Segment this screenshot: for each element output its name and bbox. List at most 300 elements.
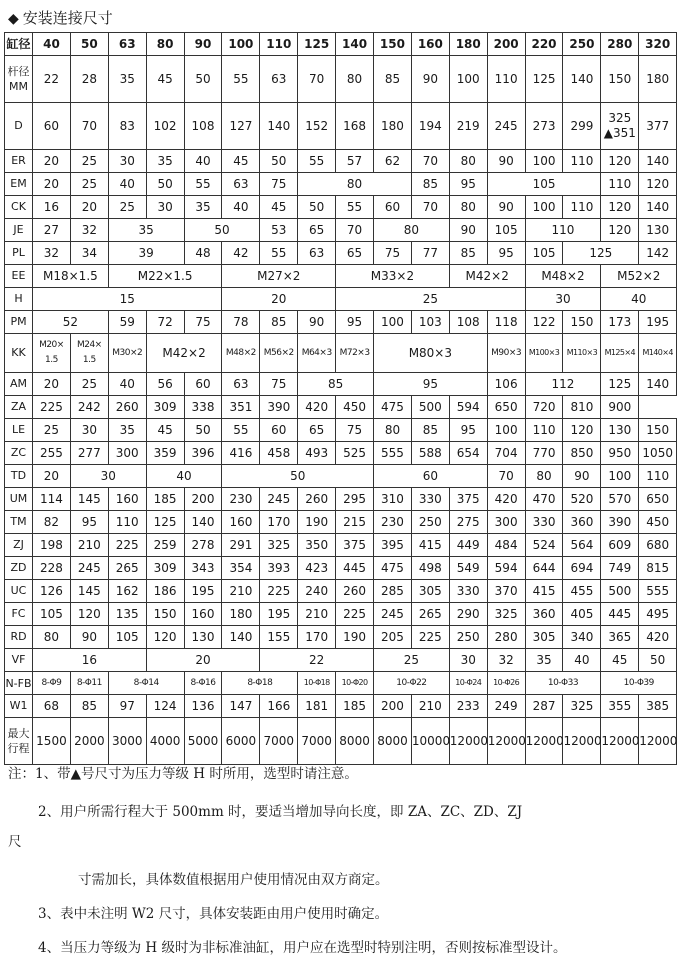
table-cell: M56×2 [260,334,298,373]
table-cell: 150 [563,311,601,334]
table-cell: 10-Φ33 [525,672,601,695]
table-cell: 110 [563,150,601,173]
table-cell: 45 [260,196,298,219]
table-cell: 28 [70,56,108,103]
table-cell: 173 [601,311,639,334]
table-cell: 185 [146,488,184,511]
table-cell: 140 [639,150,677,173]
table-cell: 53 [260,219,298,242]
table-cell: 180 [374,103,412,150]
table-cell: 8-Φ14 [108,672,184,695]
table-cell: 594 [487,557,525,580]
table-cell: 75 [260,373,298,396]
table-cell: 20 [33,465,71,488]
table-cell: 325 [260,534,298,557]
table-cell: 520 [563,488,601,511]
table-cell: 338 [184,396,222,419]
table-cell: 55 [222,56,260,103]
table-cell: 564 [563,534,601,557]
table-cell: 420 [298,396,336,419]
table-cell: M125×4 [601,334,639,373]
table-cell: 30 [70,465,146,488]
table-cell: 25 [33,419,71,442]
table-cell: 52 [33,311,109,334]
table-cell: 30 [449,649,487,672]
table-cell: 185 [336,695,374,718]
table-cell: 120 [601,150,639,173]
table-cell: 287 [525,695,563,718]
table-cell: 455 [563,580,601,603]
table-cell: 900 [601,396,639,419]
table-cell: 249 [487,695,525,718]
table-cell: 230 [374,511,412,534]
table-cell: 125 [298,33,336,56]
table-cell: 250 [449,626,487,649]
table-cell: 75 [336,419,374,442]
table-cell: 120 [70,603,108,626]
table-cell: 80 [374,419,412,442]
table-cell: 343 [184,557,222,580]
table-cell: 498 [411,557,449,580]
table-cell: M18×1.5 [33,265,109,288]
table-cell: 40 [108,373,146,396]
table-cell: 25 [70,373,108,396]
table-cell: 80 [33,626,71,649]
table-cell: 20 [33,373,71,396]
table-cell: 360 [563,511,601,534]
table-cell: 20 [33,173,71,196]
table-cell: 449 [449,534,487,557]
table-cell: 106 [487,373,525,396]
row-label: ZJ [5,534,33,557]
table-cell: 50 [639,649,677,672]
table-cell: 35 [108,219,184,242]
table-cell: M48×2 [222,334,260,373]
table-cell: 549 [449,557,487,580]
table-cell: 694 [563,557,601,580]
table-cell: 150 [639,419,677,442]
table-cell: 60 [184,373,222,396]
row-label: AM [5,373,33,396]
table-cell: 594 [449,396,487,419]
table-cell: 20 [70,196,108,219]
table-cell: 85 [70,695,108,718]
table-cell: 80 [146,33,184,56]
table-cell: 40 [108,173,146,196]
table-cell: 273 [525,103,563,150]
table-cell: 245 [487,103,525,150]
table-cell: 130 [184,626,222,649]
table-cell: 112 [525,373,601,396]
table-row [5,219,677,242]
table-row [5,488,677,511]
table-row [5,33,677,56]
table-cell: 360 [525,603,563,626]
table-cell: 110 [525,419,563,442]
table-cell: 70 [336,219,374,242]
table-cell: 300 [108,442,146,465]
table-cell: 210 [70,534,108,557]
table-cell: 650 [487,396,525,419]
table-cell: 140 [639,373,677,396]
table-cell: 180 [639,56,677,103]
table-cell: 493 [298,442,336,465]
row-label: TM [5,511,33,534]
table-cell: 55 [298,150,336,173]
table-cell: 55 [184,173,222,196]
table-cell: 140 [563,56,601,103]
table-cell: 25 [108,196,146,219]
table-cell: 30 [146,196,184,219]
table-cell: 63 [222,373,260,396]
table-cell: 35 [108,419,146,442]
table-cell: 309 [146,396,184,419]
table-cell: 160 [108,488,146,511]
table-cell: 225 [260,580,298,603]
table-cell: 60 [33,103,71,150]
table-cell: 330 [411,488,449,511]
table-cell: 40 [222,196,260,219]
table-cell: 351 [222,396,260,419]
table-cell: 15 [33,288,222,311]
table-cell: 10000 [411,718,449,765]
table-cell: 500 [411,396,449,419]
table-cell: 393 [260,557,298,580]
row-label: ZA [5,396,33,419]
table-cell: 250 [411,511,449,534]
table-cell: 120 [639,173,677,196]
table-cell: M64×3 [298,334,336,373]
table-cell: 7000 [298,718,336,765]
table-cell: 100 [487,419,525,442]
table-cell: 420 [487,488,525,511]
table-cell: 423 [298,557,336,580]
table-cell: 310 [374,488,412,511]
table-cell: 210 [298,603,336,626]
table-cell: 30 [525,288,601,311]
table-row [5,334,677,373]
table-cell: 110 [639,465,677,488]
row-label: ZD [5,557,33,580]
table-cell: 110 [108,511,146,534]
table-cell: 299 [563,103,601,150]
table-cell: 120 [146,626,184,649]
table-cell: 59 [108,311,146,334]
table-cell: M33×2 [336,265,450,288]
table-cell: M30×2 [108,334,146,373]
table-cell: 395 [374,534,412,557]
table-cell: 110 [563,196,601,219]
table-cell: 150 [601,56,639,103]
table-cell: 242 [70,396,108,419]
table-cell: 12000 [563,718,601,765]
table-cell: 8-Φ18 [222,672,298,695]
table-cell: 130 [601,419,639,442]
table-cell: 770 [525,442,563,465]
table-row [5,465,677,488]
table-cell: 105 [33,603,71,626]
table-cell: 190 [298,511,336,534]
row-label: EE [5,265,33,288]
table-cell: 749 [601,557,639,580]
table-cell: 555 [374,442,412,465]
table-cell: 390 [260,396,298,419]
table-cell: 555 [639,580,677,603]
table-cell: 155 [260,626,298,649]
table-cell: 35 [184,196,222,219]
table-cell: 32 [487,649,525,672]
table-cell: 290 [449,603,487,626]
table-cell: 110 [487,56,525,103]
table-cell: 85 [411,173,449,196]
table-cell: 300 [487,511,525,534]
table-cell: 35 [108,56,146,103]
table-cell: 70 [411,196,449,219]
table-cell: 25 [70,150,108,173]
table-cell: 85 [449,242,487,265]
table-cell: 100 [601,465,639,488]
table-cell: 255 [33,442,71,465]
table-cell: 122 [525,311,563,334]
table-cell: 55 [222,419,260,442]
table-cell: 415 [411,534,449,557]
table-cell: 10-Φ39 [601,672,677,695]
row-label: UM [5,488,33,511]
table-cell: 445 [336,557,374,580]
table-cell: 295 [336,488,374,511]
note-2-wrap: 尺 [8,834,22,850]
table-cell: 20 [222,288,336,311]
table-cell: 228 [33,557,71,580]
table-cell: 233 [449,695,487,718]
table-cell: 60 [260,419,298,442]
row-label: FC [5,603,33,626]
table-row [5,311,677,334]
table-cell: 83 [108,103,146,150]
table-cell: 85 [298,373,374,396]
table-cell: M110×3 [563,334,601,373]
table-cell: 120 [601,219,639,242]
table-cell: 10-Φ18 [298,672,336,695]
table-cell: 12000 [449,718,487,765]
table-row [5,695,677,718]
table-cell: 1500 [33,718,71,765]
table-cell: 458 [260,442,298,465]
table-cell: 140 [639,196,677,219]
table-cell: 320 [639,33,677,56]
table-cell: 40 [563,649,601,672]
table-cell: 70 [411,150,449,173]
row-label: CK [5,196,33,219]
table-cell: 260 [336,580,374,603]
table-cell: 34 [70,242,108,265]
row-label: PM [5,311,33,334]
table-cell: 63 [108,33,146,56]
table-cell: 145 [70,488,108,511]
table-cell: 720 [525,396,563,419]
table-cell: 186 [146,580,184,603]
table-cell: 75 [184,311,222,334]
table-cell: 105 [108,626,146,649]
table-cell: 2000 [70,718,108,765]
table-cell: 291 [222,534,260,557]
note-3: 3、表中未注明 W2 尺寸，具体安装距由用户使用时确定。 [38,906,389,922]
table-cell: 20 [33,150,71,173]
table-cell: 162 [108,580,146,603]
table-cell: 200 [184,488,222,511]
table-cell: 95 [374,373,488,396]
table-cell: 95 [487,242,525,265]
table-cell: 22 [33,56,71,103]
table-cell: 1050 [639,442,677,465]
table-cell: 305 [525,626,563,649]
table-cell: M72×3 [336,334,374,373]
table-row [5,396,677,419]
table-cell: 105 [525,242,563,265]
table-cell: 810 [563,396,601,419]
table-cell: 82 [33,511,71,534]
table-cell: 265 [108,557,146,580]
table-cell: 35 [525,649,563,672]
table-cell: 405 [563,603,601,626]
table-cell: 500 [601,580,639,603]
row-label: ZC [5,442,33,465]
table-cell: 375 [336,534,374,557]
table-cell: 68 [33,695,71,718]
table-cell: M52×2 [601,265,677,288]
table-cell: 32 [33,242,71,265]
table-cell: 120 [601,196,639,219]
table-cell: 55 [336,196,374,219]
table-cell: 168 [336,103,374,150]
table-cell: 525 [336,442,374,465]
table-cell: 181 [298,695,336,718]
table-cell: 475 [374,396,412,419]
table-row [5,150,677,173]
table-cell: 170 [260,511,298,534]
table-cell: 200 [374,695,412,718]
table-cell: 277 [70,442,108,465]
row-label: H [5,288,33,311]
table-cell: 100 [374,311,412,334]
table-cell: 650 [639,488,677,511]
table-cell: 118 [487,311,525,334]
table-cell: 377 [639,103,677,150]
table-cell: M27×2 [222,265,336,288]
table-cell: 194 [411,103,449,150]
table-cell: 225 [108,534,146,557]
row-label: KK [5,334,33,373]
table-cell: 110 [260,33,298,56]
table-cell: 114 [33,488,71,511]
table-cell: 32 [70,219,108,242]
row-label: 缸径 [5,33,33,56]
table-cell: 140 [336,33,374,56]
table-cell: 78 [222,311,260,334]
table-cell: M20× 1.5 [33,334,71,373]
note-2-continued: 寸需加长，具体数值根据用户使用情况由双方商定。 [78,872,389,888]
table-cell: 125 [146,511,184,534]
table-cell: 16 [33,649,147,672]
table-cell: 90 [70,626,108,649]
row-label: N-FB [5,672,33,695]
table-cell: 215 [336,511,374,534]
table-cell: 280 [487,626,525,649]
table-cell: 445 [601,603,639,626]
row-label: EM [5,173,33,196]
table-cell: 240 [298,580,336,603]
table-cell: 195 [184,580,222,603]
table-cell: 80 [449,196,487,219]
table-cell: 25 [374,649,450,672]
note-2: 2、用户所需行程大于 500mm 时，要适当增加导向长度，即 ZA、ZC、ZD、ZJ [38,804,523,820]
table-cell: 385 [639,695,677,718]
table-cell: 130 [639,219,677,242]
table-cell: 57 [336,150,374,173]
table-cell: 396 [184,442,222,465]
table-cell: 108 [449,311,487,334]
table-cell: 125 [525,56,563,103]
table-cell: 170 [298,626,336,649]
table-cell: 265 [411,603,449,626]
table-cell: 850 [563,442,601,465]
table-cell: 110 [525,219,601,242]
table-row [5,649,677,672]
table-cell: 140 [260,103,298,150]
table-cell: 25 [336,288,525,311]
table-cell: 416 [222,442,260,465]
table-cell: 48 [184,242,222,265]
table-cell: 45 [222,150,260,173]
table-cell: 10-Φ26 [487,672,525,695]
table-cell: 62 [374,150,412,173]
table-cell: 90 [449,219,487,242]
table-cell: 90 [487,150,525,173]
table-cell: 100 [525,196,563,219]
table-cell: 309 [146,557,184,580]
table-cell: 75 [260,173,298,196]
table-cell: 30 [108,150,146,173]
table-cell: 70 [70,103,108,150]
table-cell: 245 [260,488,298,511]
table-cell: 160 [411,33,449,56]
table-cell: 8-Φ16 [184,672,222,695]
table-cell: 125 [563,242,639,265]
table-cell: 225 [33,396,71,419]
table-row [5,534,677,557]
table-cell: 6000 [222,718,260,765]
table-cell: M42×2 [146,334,222,373]
table-cell: 95 [336,311,374,334]
table-cell: M100×3 [525,334,563,373]
table-cell: 140 [184,511,222,534]
table-cell: 20 [146,649,260,672]
table-cell: 90 [411,56,449,103]
table-cell: 160 [222,511,260,534]
table-cell: 97 [108,695,146,718]
table-cell: 166 [260,695,298,718]
table-cell: M22×1.5 [108,265,222,288]
table-cell: 142 [639,242,677,265]
table-cell: 127 [222,103,260,150]
table-row [5,580,677,603]
dimension-table [4,32,677,765]
table-cell: 330 [449,580,487,603]
row-label: TD [5,465,33,488]
table-cell: 40 [601,288,677,311]
section-title-text: 安装连接尺寸 [22,9,113,27]
table-cell: 105 [487,219,525,242]
